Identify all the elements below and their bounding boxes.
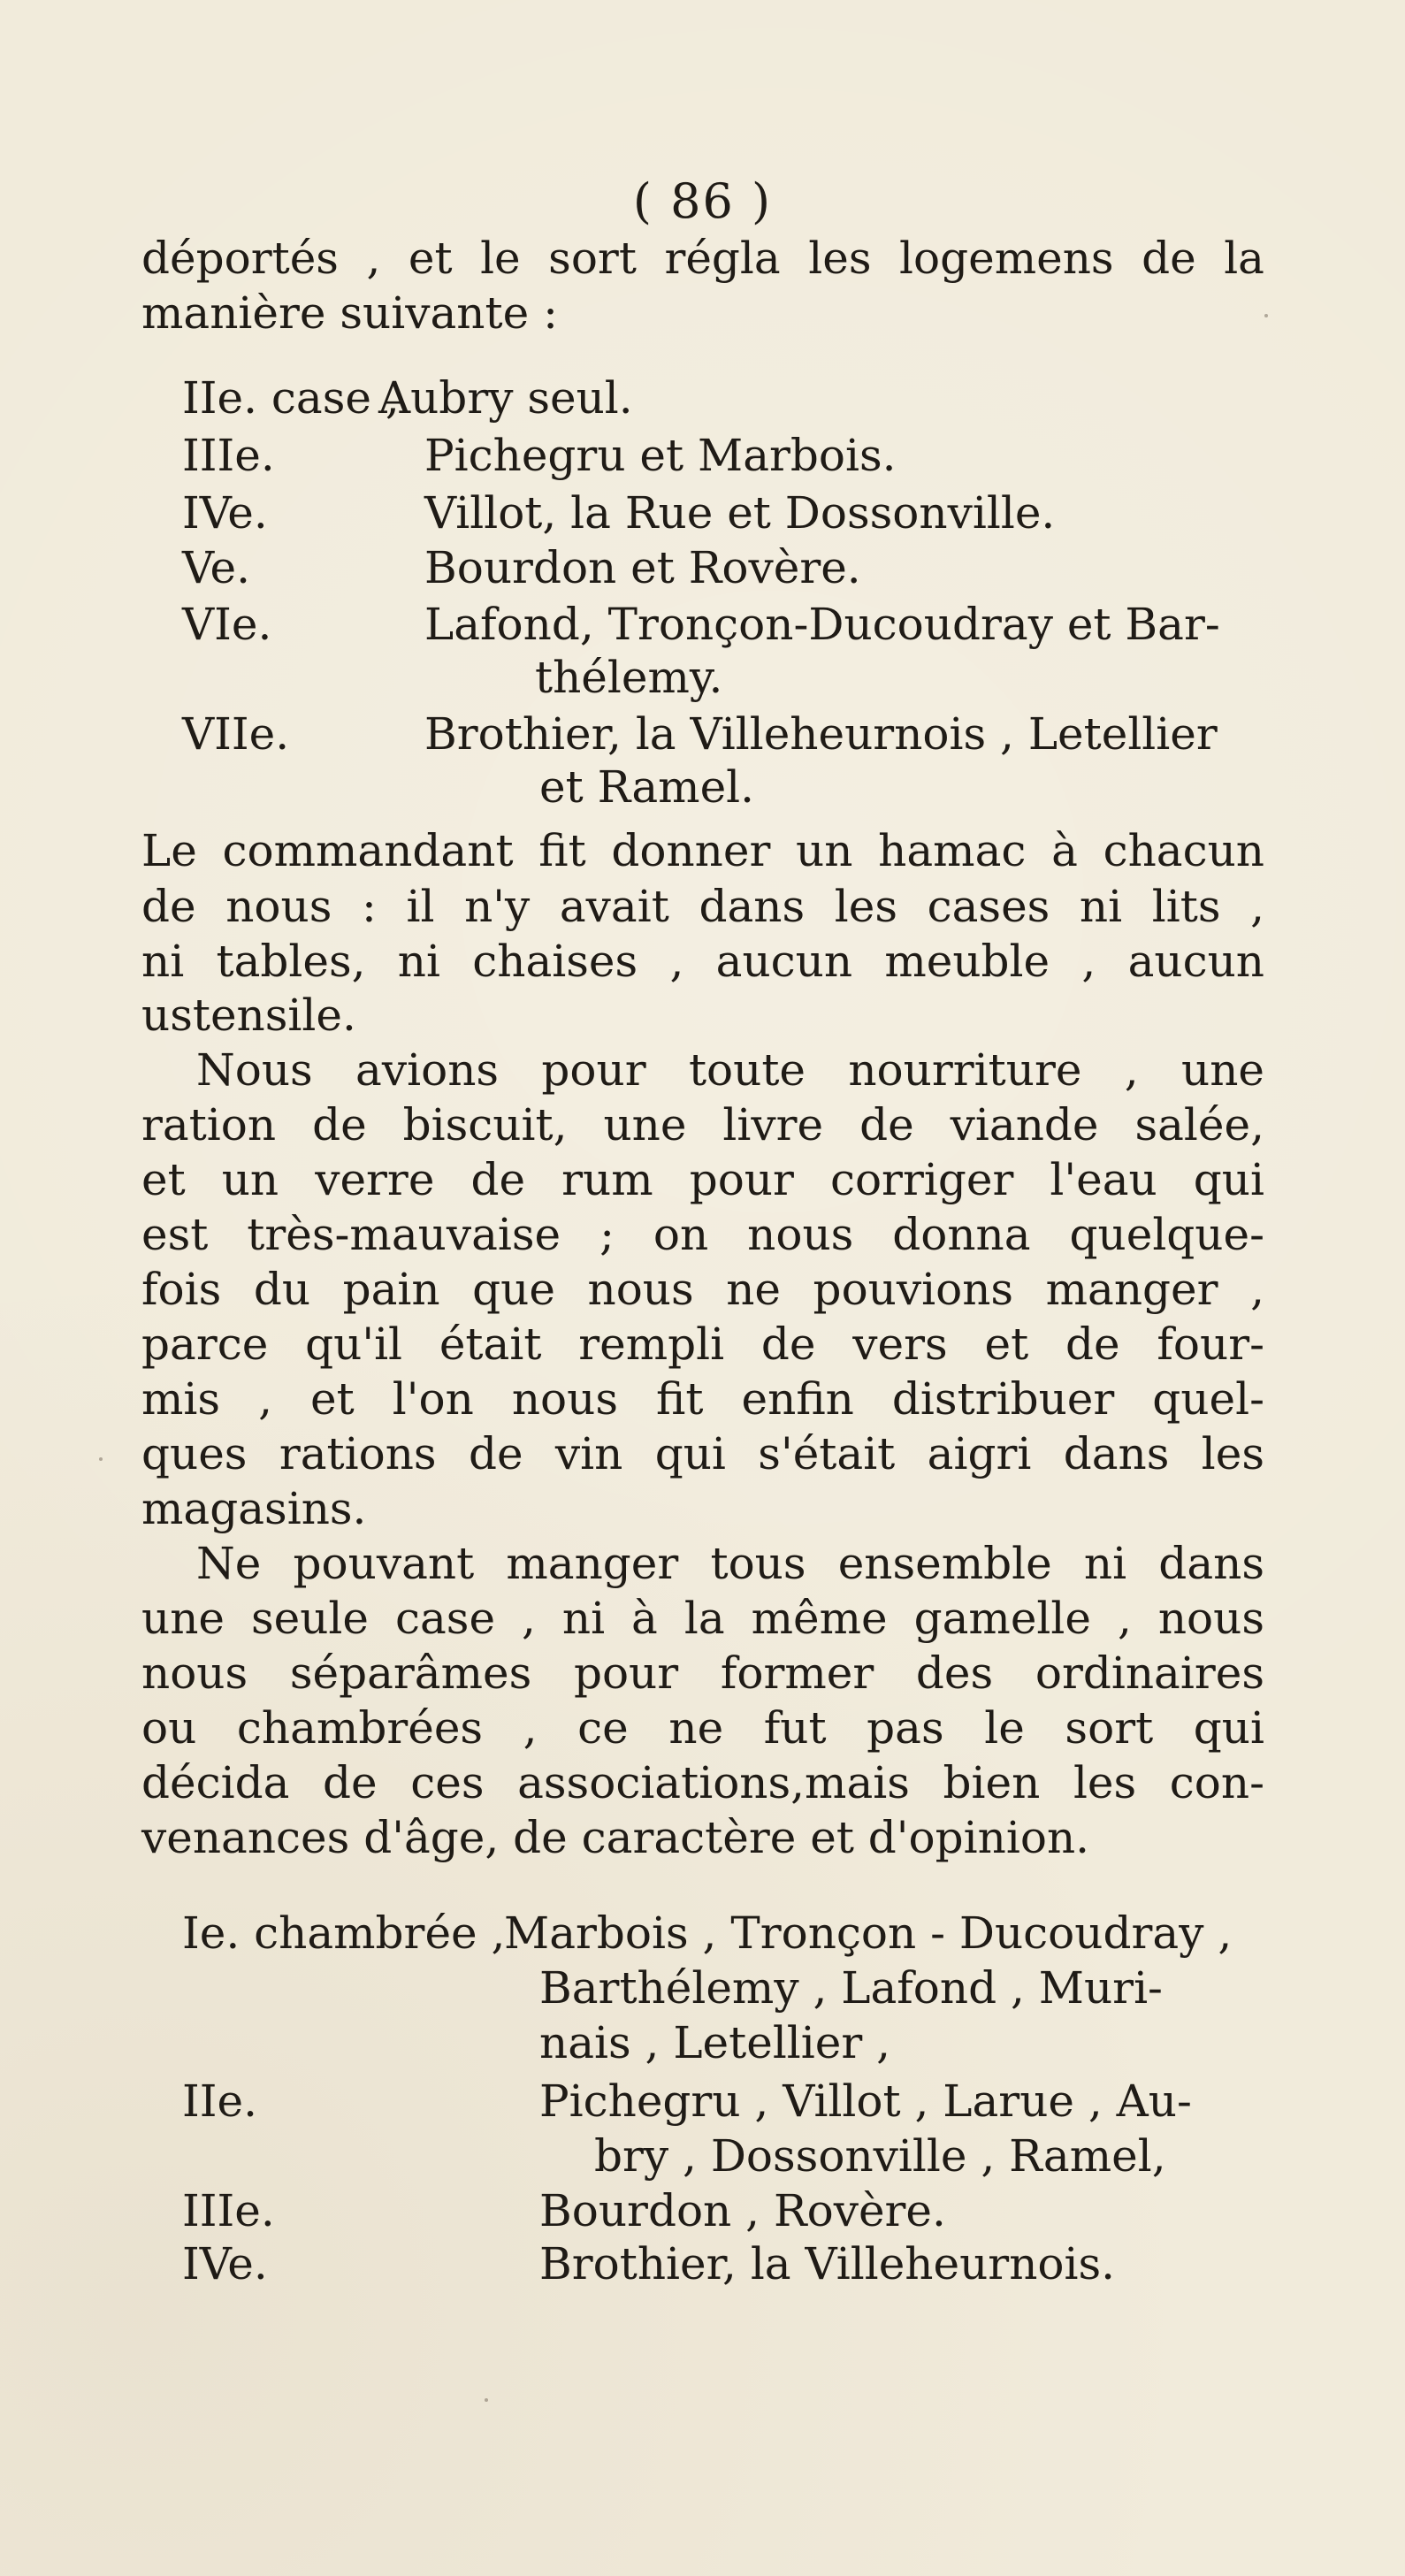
text-line: Ne pouvant manger tous ensemble ni dans	[196, 1538, 1264, 1589]
text-line: une seule case , ni à la même gamelle , nous	[141, 1593, 1264, 1644]
chambree-label: Ie. chambrée ,	[182, 1907, 506, 1959]
case-names: Villot, la Rue et Dossonville.	[424, 487, 1056, 539]
case-label: IVe.	[182, 487, 268, 539]
text-line: mis , et l'on nous fit enfin distribuer quel-	[141, 1373, 1264, 1425]
text-line: parce qu'il était rempli de vers et de four-	[141, 1319, 1264, 1370]
case-label: Ve.	[182, 542, 251, 593]
text-line: de nous : il n'y avait dans les cases ni lits ,	[141, 881, 1264, 932]
intro-line: déportés , et le sort régla les logemens de la	[141, 233, 1264, 284]
text-line: Nous avions pour toute nourriture , une	[196, 1044, 1264, 1096]
case-label: VIe.	[182, 599, 272, 650]
text-line: ou chambrées , ce ne fut pas le sort qui	[141, 1702, 1264, 1754]
text-line: et un verre de rum pour corriger l'eau qui	[141, 1154, 1264, 1205]
chambree-label: IVe.	[182, 2238, 268, 2289]
chambree-label: IIIe.	[182, 2185, 275, 2236]
text-line: est très-mauvaise ; on nous donna quelque-	[141, 1209, 1264, 1260]
page-number: ( 86 )	[632, 173, 773, 229]
text-line: nous séparâmes pour former des ordinaires	[141, 1647, 1264, 1699]
text-line: ustensile.	[141, 990, 356, 1041]
chambree-names: bry , Dossonville , Ramel,	[594, 2130, 1166, 2182]
paper-speck	[99, 1457, 103, 1461]
case-names: et Ramel.	[539, 761, 755, 813]
paper-speck	[1264, 314, 1268, 317]
case-label: VIIe.	[182, 708, 290, 760]
text-line: Le commandant fit donner un hamac à chacun	[141, 825, 1264, 876]
text-line: ques rations de vin qui s'était aigri dans les	[141, 1428, 1264, 1479]
chambree-names: Barthélemy , Lafond , Muri-	[539, 1962, 1163, 2014]
intro-line: manière suivante :	[141, 287, 558, 339]
chambree-names: nais , Letellier ,	[539, 2017, 891, 2068]
chambree-names: Brothier, la Villeheurnois.	[539, 2238, 1116, 2289]
case-names: Bourdon et Rovère.	[424, 542, 861, 593]
text-line: venances d'âge, de caractère et d'opinion.	[141, 1812, 1090, 1863]
case-names: Lafond, Tronçon-Ducoudray et Bar-	[424, 599, 1220, 650]
case-label: IIIe.	[182, 430, 275, 481]
case-label: IIe. case ,	[182, 372, 400, 424]
case-names: Pichegru et Marbois.	[424, 430, 897, 481]
text-line: ration de biscuit, une livre de viande salée,	[141, 1099, 1264, 1150]
text-line: fois du pain que nous ne pouvions manger ,	[141, 1264, 1264, 1315]
chambree-names: Bourdon , Rovère.	[539, 2185, 946, 2236]
text-line: ni tables, ni chaises , aucun meuble , aucun	[141, 936, 1264, 987]
chambree-names: Marbois , Tronçon - Ducoudray ,	[504, 1907, 1233, 1959]
paper-speck	[485, 2398, 488, 2402]
case-names: Aubry seul.	[378, 372, 633, 424]
case-names: Brothier, la Villeheurnois , Letellier	[424, 708, 1218, 760]
text-line: décida de ces associations,mais bien les con-	[141, 1757, 1264, 1808]
case-names: thélemy.	[535, 652, 723, 703]
chambree-names: Pichegru , Villot , Larue , Au-	[539, 2075, 1192, 2127]
chambree-label: IIe.	[182, 2075, 257, 2127]
text-line: magasins.	[141, 1483, 367, 1534]
